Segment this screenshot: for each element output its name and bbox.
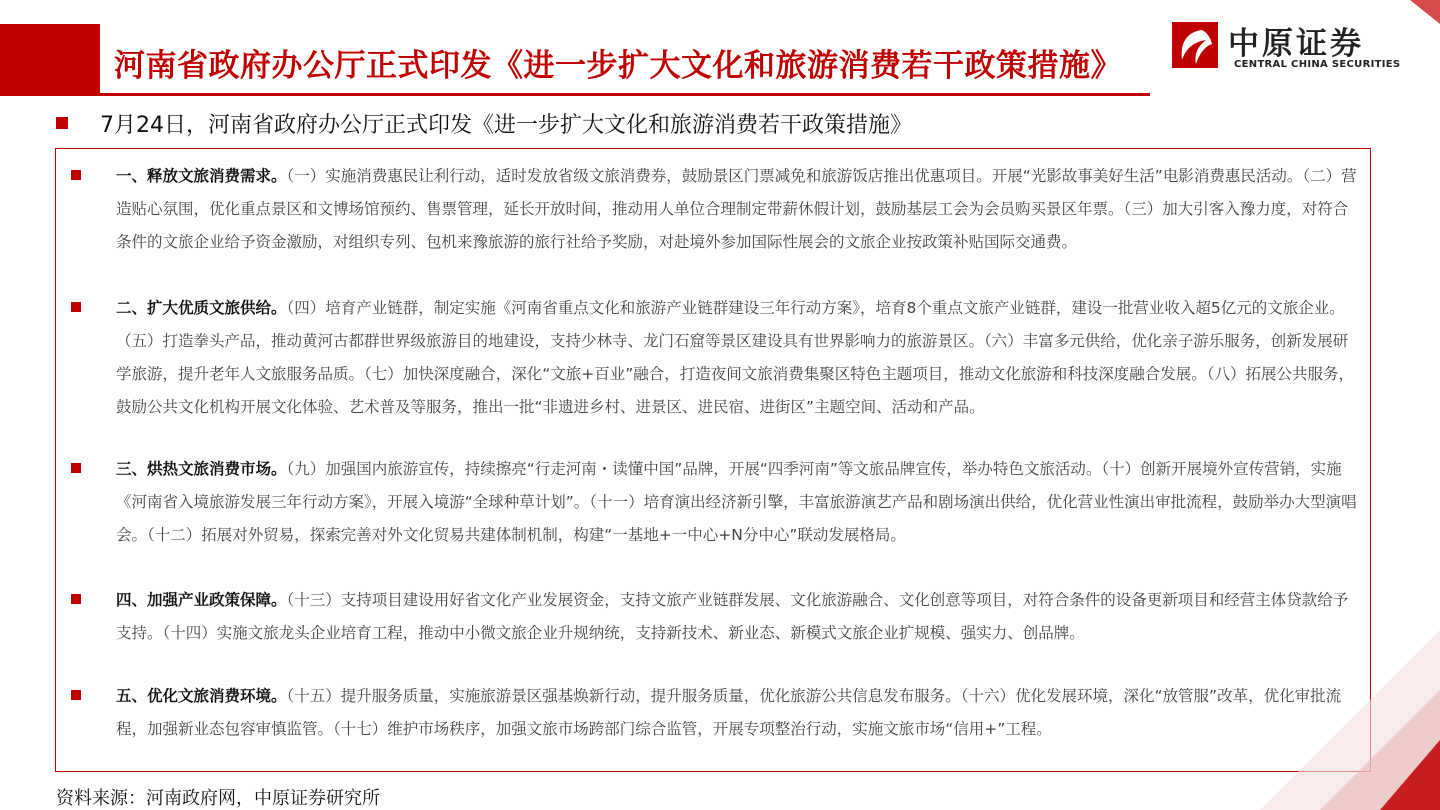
corner-decoration-bottom [1140,630,1440,810]
section-heading: 一、释放文旅消费需求。 [116,167,287,185]
subtitle: 7月24日，河南省政府办公厅正式印发《进一步扩大文化和旅游消费若干政策措施》 [100,113,912,138]
policy-section-2 [116,292,1358,424]
header-accent-block [0,24,100,96]
section-bullet-icon [71,463,81,473]
section-bullet-icon [71,594,81,604]
logo-chinese-name: 中原证券 [1228,26,1364,62]
section-heading: 四、加强产业政策保障。 [116,591,287,609]
company-logo [1172,22,1412,74]
page-title: 河南省政府办公厅正式印发《进一步扩大文化和旅游消费若干政策措施》 [114,48,1122,84]
section-body: （十三）支持项目建设用好省文化产业发展资金，支持文旅产业链群发展、文化旅游融合、文化创意等项目，对符合条件的设备更新项目和经营主体贷款给予支持。（十四）实施文旅龙头企业培育工程，推动中小微文旅企业升规纳统，支持新技术、新业态、新模式文旅企业扩规模、强实力、创品牌。 [116,591,1349,642]
section-body: （四）培育产业链群，制定实施《河南省重点文化和旅游产业链群建设三年行动方案》，培育8个重点文旅产业链群，建设一批营业收入超5亿元的文旅企业。（五）打造拳头产品，推动黄河古都群世界级旅游目的地建设，支持少林寺、龙门石窟等景区建设具有世界影响力的旅游景区。（六）丰富多元供给，优化亲子游乐服务，创新发展研学旅游，提升老年人文旅服务品质。（七）加快深度融合，深化“文旅+百业”融合，打造夜间文旅消费集聚区特色主题项目，推动文化旅游和科技深度融合发展。（八）拓展公共服务，鼓励公共文化机构开展文化体验、艺术普及等服务，推出一批“非遗进乡村、进景区、进民宿、进街区”主题空间、活动和产品。 [116,299,1355,416]
logo-mark-icon [1172,22,1218,68]
section-heading: 三、烘热文旅消费市场。 [116,460,287,478]
logo-english-name: CENTRAL CHINA SECURITIES [1234,59,1401,70]
section-bullet-icon [71,302,81,312]
section-heading: 五、优化文旅消费环境。 [116,687,287,705]
section-body: （十五）提升服务质量，实施旅游景区强基焕新行动，提升服务质量，优化旅游公共信息发布服务。（十六）优化发展环境，深化“放管服”改革，优化审批流程，加强新业态包容审慎监管。（十七）维护市场秩序，加强文旅市场跨部门综合监管，开展专项整治行动，实施文旅市场“信用+”工程。 [116,687,1342,738]
section-body: （九）加强国内旅游宣传，持续擦亮“行走河南・读懂中国”品牌，开展“四季河南”等文旅品牌宣传，举办特色文旅活动。（十）创新开展境外宣传营销，实施《河南省入境旅游发展三年行动方案》，开展入境游“全球种草计划”。（十一）培育演出经济新引擎，丰富旅游演艺产品和剧场演出供给，优化营业性演出审批流程，鼓励举办大型演唱会。（十二）拓展对外贸易，探索完善对外文化贸易共建体制机制，构建“一基地+一中心+N分中心”联动发展格局。 [116,460,1357,544]
section-bullet-icon [71,170,81,180]
section-body: （一）实施消费惠民让利行动，适时发放省级文旅消费券，鼓励景区门票减免和旅游饭店推出优惠项目。开展“光影故事美好生活”电影消费惠民活动。（二）营造贴心氛围，优化重点景区和文博场馆预约、售票管理，延长开放时间，推动用人单位合理制定带薪休假计划，鼓励基层工会为会员购买景区年票。（三）加大引客入豫力度，对符合条件的文旅企业给予资金激励，对组织专列、包机来豫旅游的旅行社给予奖励，对赴境外参加国际性展会的文旅企业按政策补贴国际交通费。 [116,167,1357,251]
section-bullet-icon [71,690,81,700]
section-heading: 二、扩大优质文旅供给。 [116,299,287,317]
policy-section-3 [116,453,1358,552]
subtitle-bullet-icon [56,117,68,129]
policy-section-1 [116,160,1358,259]
source-note: 资料来源：河南政府网，中原证券研究所 [56,788,380,809]
